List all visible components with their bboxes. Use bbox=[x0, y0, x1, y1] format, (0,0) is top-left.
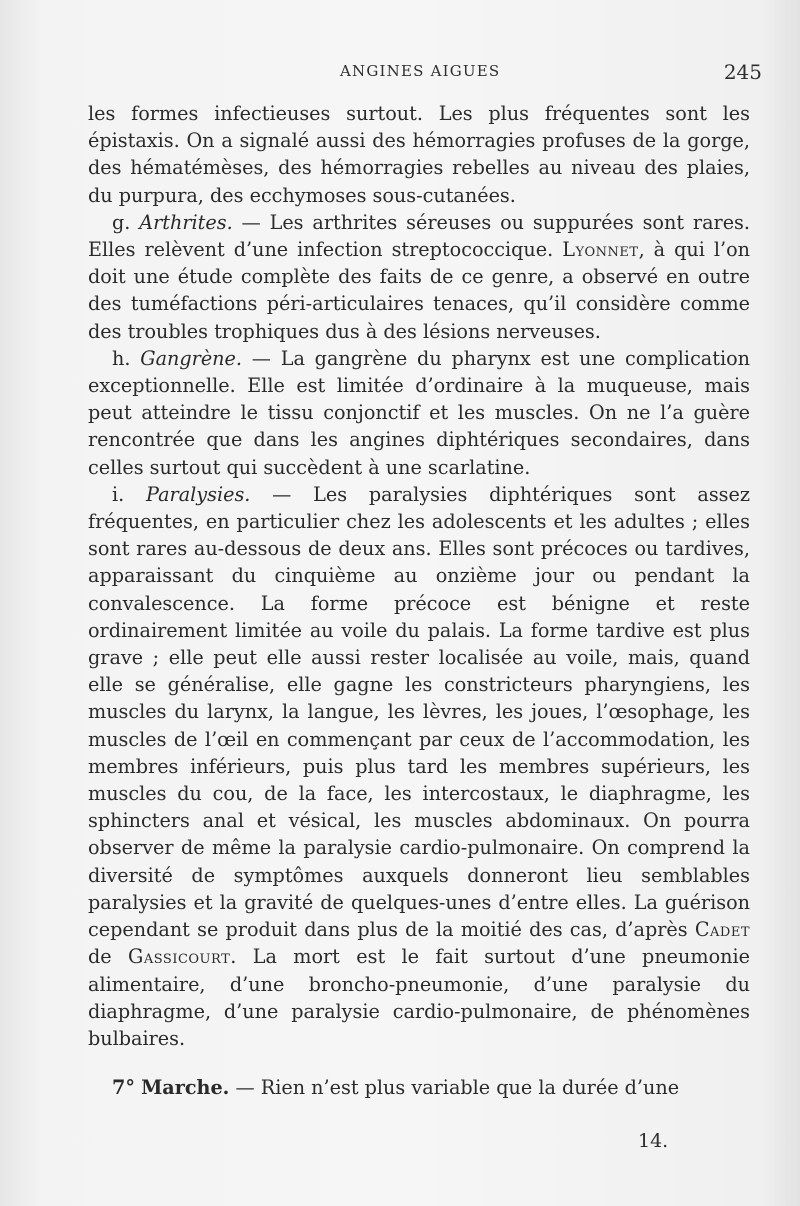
paragraph-hemorrhages bbox=[88, 100, 750, 209]
page-header bbox=[90, 60, 762, 90]
paragraph-text: . La mort est le fait surtout d’une pneumonie alimentaire, d’une broncho-pneumonie, d’une paralysie du diaphragme, d’une paralysie cardio-pulmonaire, de phénomènes bulbaires. bbox=[88, 945, 750, 1050]
author-name: Gassicourt bbox=[128, 945, 231, 969]
page-number: 245 bbox=[723, 60, 762, 84]
author-name: Lyonnet bbox=[562, 238, 639, 262]
paragraph-text: Rien n’est plus variable que la durée d’une bbox=[260, 1076, 680, 1100]
paragraph-text: les formes infectieuses surtout. Les plus fréquentes sont les épistaxis. On a signalé aussi des hémorragies profuses de la gorge, des hématémèses, des hémorragies rebelles au niveau des plaies, du purpura, des ecchymoses sous-cutanées. bbox=[88, 102, 750, 207]
paragraph-text: La gangrène du pharynx est une complication exceptionnelle. Elle est limitée d’ordinaire à la muqueuse, mais peut atteindre le tissu conjonctif et les muscles. On ne l’a guère rencontrée que dans les angines diphtériques secondaires, dans celles surtout qui succèdent à une scarlatine. bbox=[88, 346, 751, 479]
item-label: i. bbox=[112, 482, 125, 506]
section-heading: Gangrène. bbox=[140, 346, 242, 370]
heading-dash: — bbox=[229, 1076, 261, 1100]
paragraph-gangrene bbox=[88, 345, 750, 481]
section-number: 7° bbox=[112, 1076, 135, 1100]
body-text bbox=[88, 100, 750, 1101]
section-heading: Arthrites. bbox=[139, 210, 233, 234]
paragraph-text: de bbox=[88, 945, 129, 969]
heading-dash: — bbox=[232, 210, 270, 234]
section-heading: Marche. bbox=[141, 1076, 230, 1100]
paragraph-text: , à qui l’on doit une étude complète des faits de ce genre, a observé en outre des tuméfactions péri-articulaires tenaces, qu’il considère comme des troubles trophiques dus à des lésions nerveuses. bbox=[88, 238, 750, 343]
paragraph-marche bbox=[88, 1074, 750, 1101]
paragraph-text: Les arthrites séreuses ou suppurées sont rares. Elles relèvent d’une infection streptococcique. bbox=[88, 210, 750, 262]
paragraph-text: Les paralysies diphtériques sont assez fréquentes, en particulier chez les adolescents et les adultes ; elles sont rares au-dessous de deux ans. Elles sont précoces ou tardives, apparaissant du cinquième au onzième jour ou pendant la convalescence. La forme précoce est bénigne et reste ordinairement limitée au voile du palais. La forme tardive est plus grave ; elle peut elle aussi rester localisée au voile, mais, quand elle se généralise, elle gagne les constricteurs pharyngiens, les muscles du larynx, la langue, les lèvres, les joues, l’œsophage, les muscles de l’œil en commençant par ceux de l’accommodation, les membres inférieurs, puis plus tard les membres supérieurs, les muscles du cou, de la face, les intercostaux, le diaphragme, les sphincters anal et vésical, les muscles abdominaux. On pourra observer de même la paralysie cardio-pulmonaire. On comprend la diversité de symptômes auxquels donneront lieu semblables paralysies et la gravité de quelques-unes d’entre elles. La guérison cependant se produit dans plus de la moitié des cas, d’après bbox=[88, 482, 750, 942]
running-title: ANGINES AIGUES bbox=[340, 62, 501, 80]
heading-dash: — bbox=[242, 346, 281, 370]
signature-mark: 14. bbox=[638, 1130, 669, 1152]
paragraph-paralysies bbox=[88, 481, 750, 1052]
author-name: Cadet bbox=[694, 918, 750, 942]
item-label: g. bbox=[112, 210, 131, 234]
heading-dash: — bbox=[250, 482, 314, 506]
section-heading: Paralysies. bbox=[146, 482, 251, 506]
paragraph-arthrites bbox=[88, 209, 750, 345]
item-label: h. bbox=[112, 346, 131, 370]
